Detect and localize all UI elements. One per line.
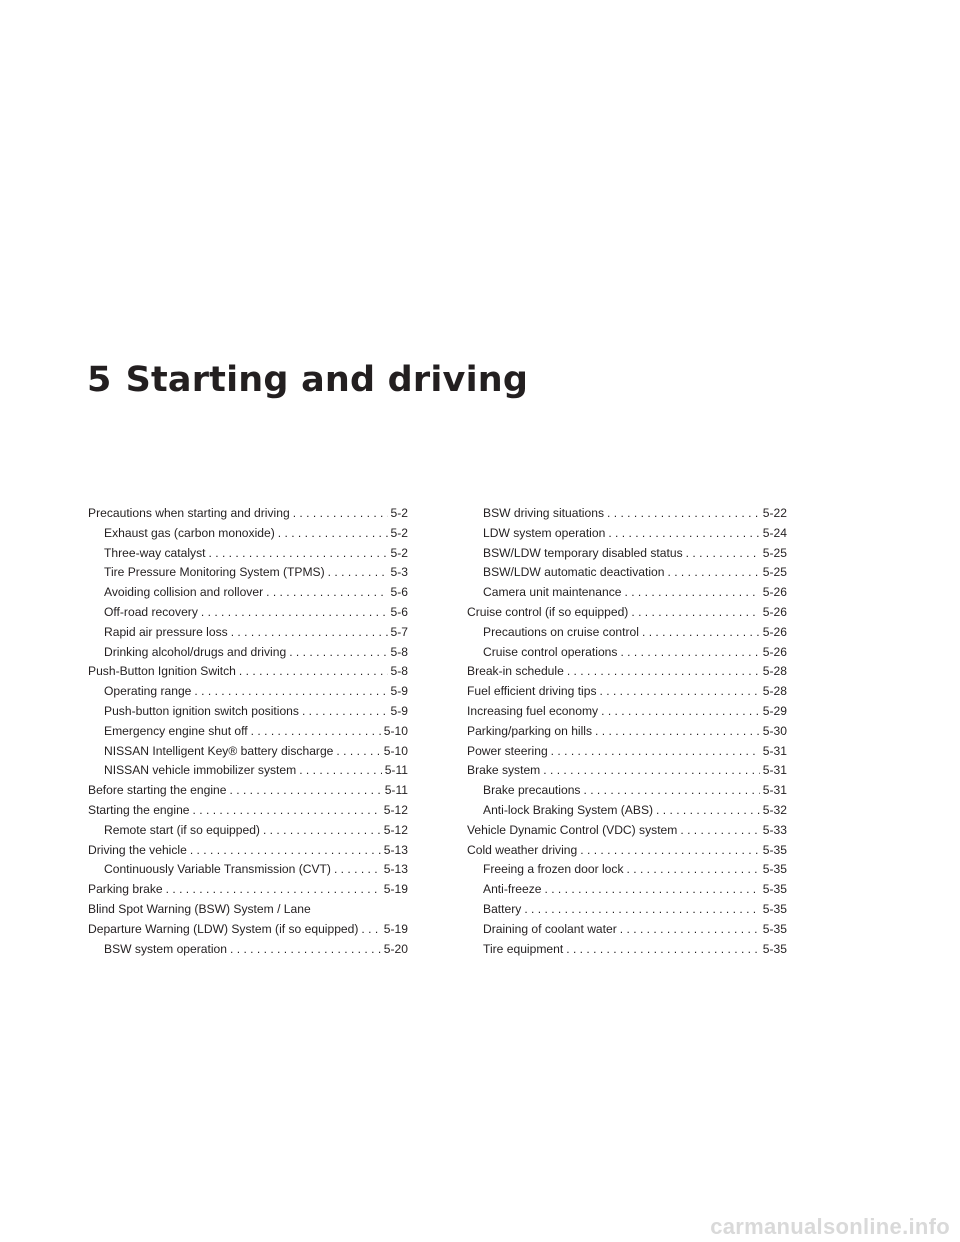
- toc-entry[interactable]: [88, 841, 408, 861]
- toc-entry[interactable]: [88, 682, 408, 702]
- toc-entry-page: 5-35: [762, 882, 787, 897]
- toc-entry-page: 5-28: [762, 664, 787, 679]
- toc-entry-label: Cruise control operations: [483, 644, 618, 659]
- toc-entry-label: Parking brake: [88, 882, 163, 897]
- toc-entry[interactable]: [88, 524, 408, 544]
- toc-right-column: [467, 504, 787, 959]
- toc-entry[interactable]: [88, 544, 408, 564]
- dot-leader: [278, 524, 388, 544]
- toc-entry[interactable]: [88, 583, 408, 603]
- dot-leader: [193, 801, 381, 821]
- toc-entry-label: Brake precautions: [483, 783, 581, 798]
- dot-leader: [631, 603, 759, 623]
- toc-entry-label: BSW system operation: [104, 941, 227, 956]
- dot-leader: [620, 920, 760, 940]
- toc-entry-page: 5-10: [383, 743, 408, 758]
- toc-entry-label: Vehicle Dynamic Control (VDC) system: [467, 822, 678, 837]
- dot-leader: [231, 623, 388, 643]
- toc-entry-page: 5-25: [762, 545, 787, 560]
- toc-entry-page: 5-10: [383, 723, 408, 738]
- dot-leader: [328, 563, 388, 583]
- toc-entry[interactable]: [88, 742, 408, 762]
- toc-entry[interactable]: [88, 643, 408, 663]
- toc-entry-label: Exhaust gas (carbon monoxide): [104, 525, 275, 540]
- toc-entry-label: Emergency engine shut off: [104, 723, 248, 738]
- dot-leader: [580, 841, 760, 861]
- toc-entry[interactable]: [467, 702, 787, 722]
- dot-leader: [642, 623, 760, 643]
- toc-entry[interactable]: [88, 504, 408, 524]
- toc-entry[interactable]: [88, 702, 408, 722]
- toc-entry-label: BSW driving situations: [483, 506, 604, 520]
- toc-entry-label: Continuously Variable Transmission (CVT): [104, 862, 331, 877]
- toc-entry-page: 5-11: [384, 783, 408, 798]
- toc-entry-page: 5-31: [762, 763, 787, 778]
- toc-entry-page: 5-2: [390, 506, 408, 520]
- toc-entry-page: 5-24: [762, 525, 787, 540]
- toc-entry-label: Operating range: [104, 684, 192, 699]
- dot-leader: [567, 662, 760, 682]
- toc-entry[interactable]: [467, 504, 787, 524]
- toc-entry[interactable]: [467, 781, 787, 801]
- toc-entry[interactable]: [88, 623, 408, 643]
- toc-entry[interactable]: [467, 801, 787, 821]
- toc-entry[interactable]: [467, 900, 787, 920]
- toc-entry-label: Drinking alcohol/drugs and driving: [104, 644, 287, 659]
- toc-entry-page: 5-28: [762, 684, 787, 699]
- dot-leader: [266, 583, 387, 603]
- toc-entry-page: 5-30: [762, 723, 787, 738]
- toc-entry-page: 5-9: [390, 703, 408, 718]
- toc-entry-label: Anti-freeze: [483, 882, 542, 897]
- toc-entry-label: Precautions when starting and driving: [88, 506, 290, 520]
- toc-entry[interactable]: [88, 563, 408, 583]
- toc-entry[interactable]: [88, 900, 408, 940]
- toc-entry-page: 5-2: [390, 545, 408, 560]
- toc-entry-label: Driving the vehicle: [88, 842, 187, 857]
- dot-leader: [361, 920, 380, 940]
- toc-entry-label: Tire equipment: [483, 941, 564, 956]
- toc-entry-page: 5-11: [384, 763, 408, 778]
- toc-entry[interactable]: [467, 544, 787, 564]
- dot-leader: [166, 880, 381, 900]
- dot-leader: [620, 643, 759, 663]
- toc-entry-page: 5-35: [762, 901, 787, 916]
- dot-leader: [251, 722, 381, 742]
- toc-entry[interactable]: [467, 563, 787, 583]
- toc-entry-label: NISSAN Intelligent Key® battery discharge: [104, 743, 334, 758]
- toc-entry-label: Fuel efficient driving tips: [467, 684, 597, 699]
- toc-entry-page: 5-13: [383, 842, 408, 857]
- toc-entry-label: Draining of coolant water: [483, 921, 617, 936]
- toc-entry-page: 5-8: [390, 644, 408, 659]
- toc-entry-page: 5-19: [383, 921, 408, 936]
- toc-entry[interactable]: [467, 662, 787, 682]
- toc-entry-label: Brake system: [467, 763, 541, 778]
- toc-entry[interactable]: [467, 623, 787, 643]
- toc-entry-label: Break-in schedule: [467, 664, 564, 679]
- dot-leader: [293, 504, 388, 524]
- dot-leader: [627, 860, 760, 880]
- toc-entry[interactable]: [88, 940, 408, 960]
- dot-leader: [608, 524, 759, 544]
- dot-leader: [190, 841, 381, 861]
- dot-leader: [680, 821, 759, 841]
- toc-entry-page: 5-2: [390, 525, 408, 540]
- toc-entry[interactable]: [88, 821, 408, 841]
- toc-entry[interactable]: [467, 841, 787, 861]
- toc-entry-page: 5-32: [762, 802, 787, 817]
- toc-entry[interactable]: [88, 781, 408, 801]
- dot-leader: [566, 940, 760, 960]
- toc-entry[interactable]: [88, 761, 408, 781]
- toc-entry[interactable]: [88, 722, 408, 742]
- toc-entry-label: Power steering: [467, 743, 548, 758]
- dot-leader: [299, 761, 381, 781]
- dot-leader: [209, 544, 388, 564]
- dot-leader: [194, 682, 387, 702]
- toc-entry-label: Avoiding collision and rollover: [104, 585, 264, 600]
- toc-entry[interactable]: [88, 603, 408, 623]
- dot-leader: [624, 583, 759, 603]
- toc-entry-page: 5-7: [390, 624, 408, 639]
- toc-entry-label: Freeing a frozen door lock: [483, 862, 624, 877]
- dot-leader: [551, 742, 760, 762]
- toc-entry-label: Remote start (if so equipped): [104, 822, 260, 837]
- toc-entry[interactable]: [88, 801, 408, 821]
- toc-entry-page: 5-31: [762, 783, 787, 798]
- toc-entry-label: Tire Pressure Monitoring System (TPMS): [104, 565, 325, 580]
- toc-entry-page: 5-20: [383, 941, 408, 956]
- toc-entry-label-continued: Departure Warning (LDW) System (if so equipped): [88, 921, 359, 936]
- toc-entry-label: Camera unit maintenance: [483, 585, 622, 600]
- dot-leader: [667, 563, 759, 583]
- toc-entry-label: Battery: [483, 901, 522, 916]
- toc-entry-label: Cold weather driving: [467, 842, 578, 857]
- toc-entry-label: Rapid air pressure loss: [104, 624, 228, 639]
- toc-entry-page: 5-13: [383, 862, 408, 877]
- toc-entry-label: Precautions on cruise control: [483, 624, 639, 639]
- toc-entry-label: Push-button ignition switch positions: [104, 703, 299, 718]
- dot-leader: [334, 860, 381, 880]
- toc-entry-page: 5-26: [762, 644, 787, 659]
- toc-entry-label: NISSAN vehicle immobilizer system: [104, 763, 297, 778]
- toc-entry-label: Off-road recovery: [104, 604, 198, 619]
- toc-entry[interactable]: [88, 860, 408, 880]
- toc-entry[interactable]: [467, 880, 787, 900]
- toc-entry-label: Push-Button Ignition Switch: [88, 664, 236, 679]
- toc-entry-label: Starting the engine: [88, 802, 190, 817]
- toc-entry-label: Before starting the engine: [88, 783, 227, 798]
- toc-entry-page: 5-29: [762, 703, 787, 718]
- toc-entry-label: LDW system operation: [483, 525, 606, 540]
- dot-leader: [583, 781, 759, 801]
- toc-entry-page: 5-6: [390, 585, 408, 600]
- toc-entry-page: 5-35: [762, 842, 787, 857]
- toc-entry[interactable]: [467, 920, 787, 940]
- chapter-title: [87, 360, 528, 400]
- dot-leader: [230, 781, 382, 801]
- chapter-number: 5: [87, 360, 112, 400]
- dot-leader: [263, 821, 381, 841]
- toc-entry[interactable]: [88, 662, 408, 682]
- dot-leader: [230, 940, 381, 960]
- dot-leader: [607, 504, 760, 524]
- toc-entry[interactable]: [467, 860, 787, 880]
- toc-entry-page: 5-6: [390, 604, 408, 619]
- toc-entry-page: 5-33: [762, 822, 787, 837]
- dot-leader: [595, 722, 760, 742]
- toc-entry-page: 5-35: [762, 941, 787, 956]
- watermark: carmanualsonline.info: [710, 1214, 950, 1239]
- dot-leader: [336, 742, 380, 762]
- dot-leader: [601, 702, 760, 722]
- toc-entry[interactable]: [88, 880, 408, 900]
- toc-entry-label: Three-way catalyst: [104, 545, 206, 560]
- toc-entry-page: 5-26: [762, 624, 787, 639]
- dot-leader: [543, 761, 760, 781]
- dot-leader: [289, 643, 387, 663]
- toc-entry[interactable]: [467, 682, 787, 702]
- toc-entry-page: 5-25: [762, 565, 787, 580]
- toc-entry-label: Blind Spot Warning (BSW) System / Lane: [88, 901, 311, 916]
- chapter-name: Starting and driving: [125, 360, 529, 400]
- toc-entry-page: 5-35: [762, 921, 787, 936]
- dot-leader: [686, 544, 760, 564]
- toc-entry-label: Anti-lock Braking System (ABS): [483, 802, 654, 817]
- dot-leader: [656, 801, 760, 821]
- toc-entry-page: 5-26: [762, 604, 787, 619]
- dot-leader: [302, 702, 388, 722]
- dot-leader: [544, 880, 759, 900]
- toc-entry[interactable]: [467, 742, 787, 762]
- toc-entry[interactable]: [467, 821, 787, 841]
- dot-leader: [201, 603, 388, 623]
- toc-entry[interactable]: [467, 583, 787, 603]
- toc-entry[interactable]: [467, 940, 787, 960]
- toc-entry-page: 5-19: [383, 882, 408, 897]
- toc-entry-page: 5-12: [383, 802, 408, 817]
- toc-entry-label: BSW/LDW automatic deactivation: [483, 565, 665, 580]
- toc-entry[interactable]: [467, 603, 787, 623]
- toc-entry-page: 5-35: [762, 862, 787, 877]
- toc-entry[interactable]: [467, 722, 787, 742]
- toc-entry-page: 5-26: [762, 585, 787, 600]
- dot-leader: [239, 662, 388, 682]
- dot-leader: [600, 682, 760, 702]
- dot-leader: [524, 900, 759, 920]
- toc-entry-page: 5-3: [390, 565, 408, 580]
- toc-entry[interactable]: [467, 524, 787, 544]
- toc-left-column: [88, 504, 408, 959]
- toc-entry[interactable]: [467, 643, 787, 663]
- toc-entry-page: 5-31: [762, 743, 787, 758]
- toc-entry-page: 5-12: [383, 822, 408, 837]
- toc-entry-label: Parking/parking on hills: [467, 723, 593, 738]
- toc-entry-page: 5-22: [762, 506, 787, 520]
- toc-entry-label: Cruise control (if so equipped): [467, 604, 629, 619]
- toc-entry-page: 5-8: [390, 664, 408, 679]
- toc-entry-label: Increasing fuel economy: [467, 703, 599, 718]
- toc-entry[interactable]: [467, 761, 787, 781]
- toc-entry-label: BSW/LDW temporary disabled status: [483, 545, 683, 560]
- toc-entry-page: 5-9: [390, 684, 408, 699]
